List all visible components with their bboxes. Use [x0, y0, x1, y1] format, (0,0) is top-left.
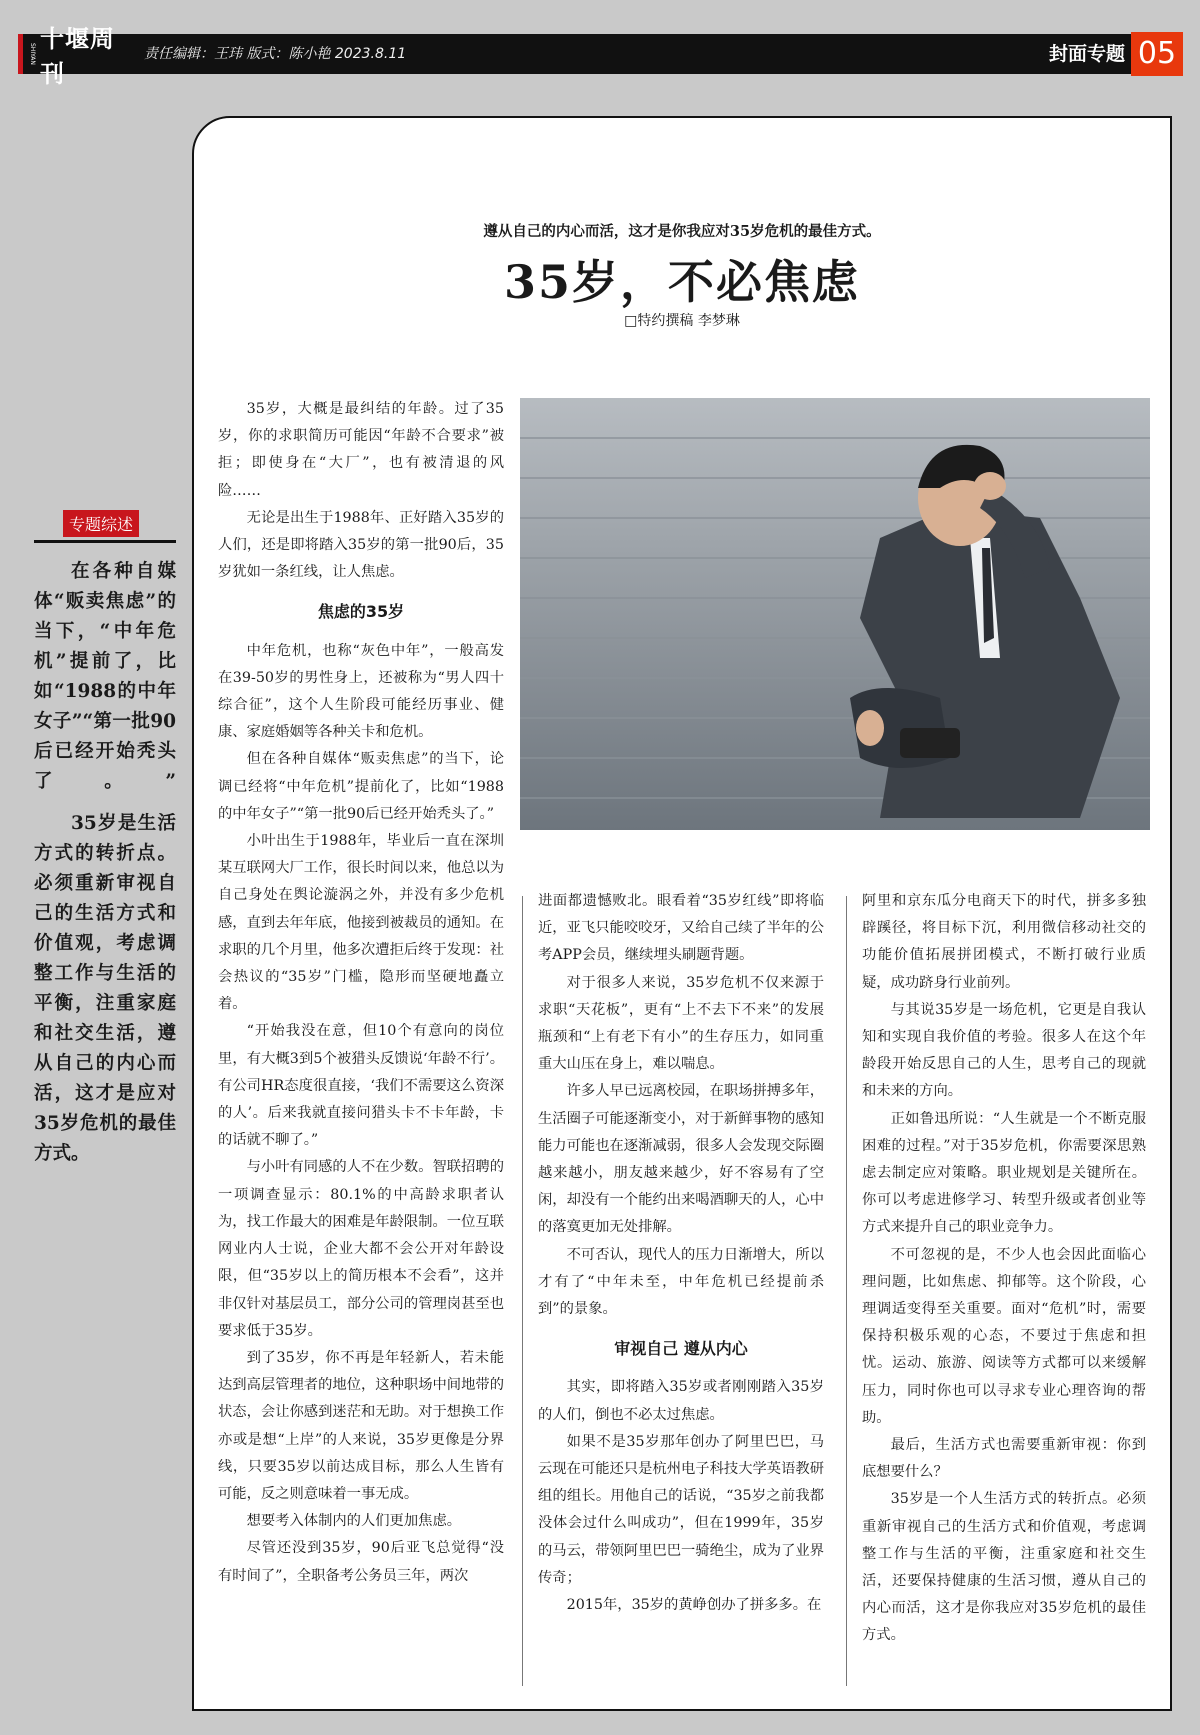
body-paragraph: 与其说35岁是一场危机，它更是自我认知和实现自我价值的考验。很多人在这个年龄段开始反思自己的人生，思考自己的现就和未来的方向。 [862, 1001, 1146, 1100]
body-paragraph: 进面都遗憾败北。眼看着“35岁红线”即将临近，亚飞只能咬咬牙，又给自己续了半年的公考APP会员，继续埋头刷题背题。 [538, 893, 824, 964]
column-divider [522, 896, 523, 1686]
editor-credits: 责任编辑：王玮 版式：陈小艳 2023.8.11 [144, 46, 407, 62]
article-deck: 遵从自己的内心而活，这才是你我应对35岁危机的最佳方式。 [483, 223, 881, 240]
body-paragraph: 但在各种自媒体“贩卖焦虑”的当下，论调已经将“中年危机”提前化了，比如“1988的中年女子”“第一批90后已经开始秃头了。” [218, 751, 504, 822]
body-paragraph: 2015年，35岁的黄峥创办了拼多多。在 [566, 1597, 822, 1614]
article-column-2 [538, 888, 824, 1619]
body-paragraph: 尽管还没到35岁，90后亚飞总觉得“没有时间了”，全职备考公务员三年，两次 [218, 1540, 504, 1584]
topic-tag-bar [34, 508, 176, 543]
stressed-man-on-stairs-image [520, 398, 1150, 830]
body-paragraph: 其实，即将踏入35岁或者刚刚踏入35岁的人们，倒也不必太过焦虑。 [538, 1379, 824, 1423]
body-paragraph: 小叶出生于1988年，毕业后一直在深圳某互联网大厂工作，很长时间以来，他总以为自己身处在舆论漩涡之外，并没有多少危机感，直到去年年底，他接到被裁员的通知。在求职的几个月里，他多次遭拒后终于发现：社会热议的“35岁”门槛，隐形而坚硬地矗立着。 [218, 833, 504, 1013]
section-heading: 焦虑的35岁 [317, 602, 405, 622]
section-name: 封面专题 [1048, 43, 1125, 65]
body-paragraph: 对于很多人来说，35岁危机不仅来源于求职“天花板”，更有“上不去下不来”的发展瓶颈和“上有老下有小”的生存压力，如同重重大山压在身上，难以喘息。 [538, 974, 824, 1073]
body-paragraph: 最后，生活方式也需要重新审视：你到底想要什么？ [862, 1437, 1146, 1481]
article-panel [192, 116, 1172, 1711]
body-paragraph: 阿里和京东瓜分电商天下的时代，拼多多独辟蹊径，将目标下沉，利用微信移动社交的功能价值拓展拼团模式，不断打破行业质疑，成功跻身行业前列。 [862, 893, 1146, 991]
body-paragraph: 不可忽视的是，不少人也会因此面临心理问题，比如焦虑、抑郁等。这个阶段，心理调适变得至关重要。面对“危机”时，需要保持积极乐观的心态，不要过于焦虑和担忧。运动、旅游、阅读等方式都可以来缓解压力，同时你也可以寻求专业心理咨询的帮助。 [862, 1246, 1146, 1426]
article-column-3 [862, 888, 1146, 1650]
body-paragraph: 35岁，大概是最纠结的年龄。过了35岁，你的求职简历可能因“年龄不合要求”被拒；即使身在“大厂”，也有被清退的风险…… [218, 401, 504, 499]
body-paragraph: 与小叶有同感的人不在少数。智联招聘的一项调查显示：80.1%的中高龄求职者认为，找工作最大的困难是年龄限制。一位互联网业内人士说，企业大都不会公开对年龄设限，但“35岁以上的简历根本不会看”，这并非仅针对基层员工，部分公司的管理岗甚至也要求低于35岁。 [218, 1159, 504, 1339]
body-paragraph: 无论是出生于1988年、正好踏入35岁的人们，还是即将踏入35岁的第一批90后，35岁犹如一条红线，让人焦虑。 [218, 509, 504, 581]
body-paragraph: 不可否认，现代人的压力日渐增大，所以才有了“中年未至，中年危机已经提前杀到”的景象。 [538, 1246, 824, 1318]
body-paragraph: “开始我没在意，但10个有意向的岗位里，有大概3到5个被猎头反馈说‘年龄不行’。有公司HR态度很直接，‘我们不需要这么资深的人’。后来我就直接问猎头卡不卡年龄，卡的话就不聊了。” [218, 1023, 504, 1149]
body-paragraph: 想要考入体制内的人们更加焦虑。 [246, 1513, 462, 1530]
body-paragraph: 如果不是35岁那年创办了阿里巴巴，马云现在可能还只是杭州电子科技大学英语教研组的组长。用他自己的话说，“35岁之前我都没体会过什么叫成功”，但在1999年，35岁的马云，带领阿里巴巴一骑绝尘，成为了业界传奇； [538, 1433, 824, 1586]
body-paragraph: 中年危机，也称“灰色中年”，一般高发在39-50岁的男性身上，还被称为“男人四十综合征”，这个人生阶段可能经历事业、健康、家庭婚姻等各种关卡和危机。 [218, 642, 504, 741]
summary-paragraph: 35岁是生活方式的转折点。必须重新审视自己的生活方式和价值观，考虑调整工作与生活的平衡，注重家庭和社交生活，遵从自己的内心而活，这才是应对35岁危机的最佳方式。 [34, 813, 176, 1164]
body-paragraph: 到了35岁，你不再是年轻新人，若未能达到高层管理者的地位，这种职场中间地带的状态，会让你感到迷茫和无助。对于想换工作亦或是想“上岸”的人来说，35岁更像是分界线，只要35岁以前达成目标，那么人生皆有可能，反之则意味着一事无成。 [218, 1349, 504, 1502]
article-photo [520, 398, 1150, 830]
body-paragraph: 许多人早已远离校园，在职场拼搏多年，生活圈子可能逐渐变小，对于新鲜事物的感知能力可能也在逐渐减弱，很多人会发现交际圈越来越小，朋友越来越少，好不容易有了空闲，却没有一个能约出来喝酒聊天的人，心中的落寞更加无处排解。 [538, 1083, 824, 1236]
column-divider [846, 896, 847, 1686]
summary-paragraph: 在各种自媒体“贩卖焦虑”的当下，“中年危机”提前了，比如“1988的中年女子”“第一批90后已经开始秃头了。” [34, 561, 176, 792]
article-byline: □特约撰稿 李梦琳 [624, 313, 740, 329]
page-header [18, 24, 1183, 88]
masthead-title: 十堰周刊 [40, 24, 115, 88]
body-paragraph: 35岁是一个人生活方式的转折点。必须重新审视自己的生活方式和价值观，考虑调整工作与生活的平衡，注重家庭和社交生活，还要保持健康的生活习惯，遵从自己的内心而活，这才是你我应对35岁危机的最佳方式。 [862, 1491, 1146, 1644]
masthead [18, 24, 132, 88]
masthead-small-text: SHIYAN [29, 43, 36, 65]
page-number: 05 [1131, 32, 1183, 76]
article-title: 35岁，不必焦虑 [503, 255, 860, 309]
body-paragraph: 正如鲁迅所说：“人生就是一个不断克服困难的过程。”对于35岁危机，你需要深思熟虑去制定应对策略。职业规划是关键所在。你可以考虑进修学习、转型升级或者创业等方式来提升自己的职业竞争力。 [862, 1110, 1146, 1236]
topic-tag: 专题综述 [63, 510, 139, 537]
section-heading: 审视自己 遵从内心 [614, 1339, 748, 1359]
topic-summary-column [34, 508, 176, 1181]
article-column-1 [218, 396, 504, 1590]
summary-text [34, 557, 176, 1169]
